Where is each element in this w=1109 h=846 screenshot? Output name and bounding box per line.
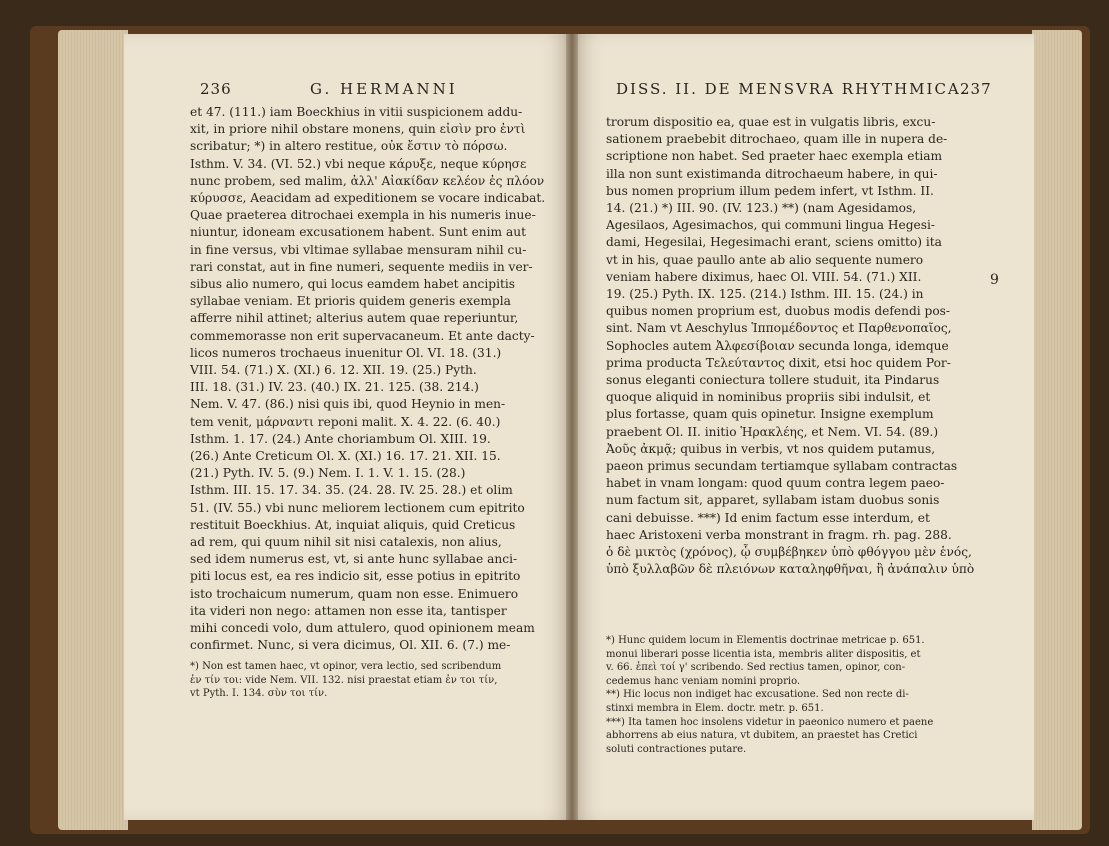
text-line: veniam habere diximus, haec Ol. VIII. 54. (71.) XII. — [606, 269, 922, 284]
text-line: dami, Hegesilai, Hegesimachi erant, sciens omitto) ita — [606, 235, 942, 250]
text-line: tem venit, μάρναντι reponi malit. X. 4. 22. (6. 40.) — [190, 414, 501, 429]
text-line: quibus nomen proprium est, duobus modis defendi pos- — [606, 304, 951, 319]
right-page-number: 237 — [960, 80, 992, 98]
footnote-line: v. 66. ἐπεὶ τοί γ' scribendo. Sed rectius tamen, opinor, con- — [606, 662, 906, 674]
text-line: quoque aliquid in nominibus propriis sibi indulsit, et — [606, 390, 931, 405]
text-line: Sophocles autem Ἀλφεσίβοιαν secunda longa, idemque — [606, 338, 949, 353]
footnote-line: vt Pyth. I. 134. σὺν τοι τίν. — [190, 688, 328, 700]
text-line: haec Aristoxeni verba monstrant in fragm. rh. pag. 288. — [606, 527, 952, 542]
footnote-line: *) Hunc quidem locum in Elementis doctrinae metricae p. 651. — [606, 635, 925, 646]
text-line: 19. (25.) Pyth. IX. 125. (214.) Isthm. III. 15. (24.) in — [606, 287, 924, 302]
text-line: sed idem numerus est, vt, si ante hunc syllabae anci- — [190, 552, 518, 567]
text-line: praebent Ol. II. initio Ἡρακλέης, et Nem. VI. 54. (89.) — [606, 424, 939, 439]
text-line: sibus alio numero, qui locus eamdem habet ancipitis — [190, 277, 516, 292]
footnote-line: ***) Ita tamen hoc insolens videtur in paeonico numero et paene — [606, 716, 934, 728]
right-page — [572, 34, 1034, 820]
text-line: nunc probem, sed malim, ἀλλ' Αἰακίδαν κελέον ἐς πλόον — [190, 173, 545, 188]
text-line: Nem. V. 47. (86.) nisi quis ibi, quod Heynio in men- — [190, 397, 506, 412]
text-line: (21.) Pyth. IV. 5. (9.) Nem. I. 1. V. 1. 15. (28.) — [190, 466, 466, 481]
footnote-line: monui liberari posse licentia ista, membris aliter dispositis, et — [606, 648, 921, 660]
footnote-line: abhorrens ab eius natura, vt dubitem, an praestet has Cretici — [606, 730, 918, 742]
footnote-line: ἐν τίν τοι: vide Nem. VII. 132. nisi praestat etiam ἐν τοι τίν, — [190, 674, 498, 686]
text-line: ita videri non nego: attamen non esse ita, tantisper — [190, 603, 507, 618]
text-line: sationem praebebit ditrochaeo, quam ille in nupera de- — [606, 132, 948, 147]
footnote-line: soluti contractiones putare. — [606, 743, 747, 755]
gutter — [566, 34, 578, 820]
text-line: ὑπὸ ξυλλαβῶν δὲ πλειόνων καταληφθῆναι, ἢ ἀνάπαλιν ὑπὸ — [606, 562, 975, 577]
text-line: piti locus est, ea res indicio sit, esse potius in epitrito — [190, 569, 521, 584]
text-line: syllabae veniam. Et prioris quidem generis exempla — [190, 294, 511, 309]
text-line: 14. (21.) *) III. 90. (IV. 123.) **) (nam Agesidamos, — [606, 201, 917, 216]
footnote-line: cedemus hanc veniam nomini proprio. — [606, 675, 801, 687]
text-line: sonus eleganti coniectura tollere studuit, ita Pindarus — [606, 373, 940, 388]
text-line: 51. (IV. 55.) vbi nunc meliorem lectionem cum epitrito — [190, 500, 525, 515]
left-footnotes — [190, 660, 552, 701]
text-line: scriptione non habet. Sed praeter haec exempla etiam — [606, 149, 943, 164]
text-line: num factum sit, apparet, syllabam istam duobus sonis — [606, 493, 940, 508]
left-running-head: G. HERMANNI — [310, 80, 458, 98]
text-line: niuntur, idoneam excusationem habent. Sunt enim aut — [190, 225, 526, 240]
text-line: trorum dispositio ea, quae est in vulgatis libris, excu- — [606, 115, 936, 129]
text-line: prima producta Τελεύταντος dixit, etsi hoc quidem Por- — [606, 355, 951, 370]
text-line: (26.) Ante Creticum Ol. X. (XI.) 16. 17. 21. XII. 15. — [190, 449, 501, 464]
text-line: confirmet. Nunc, si vera dicimus, Ol. XII. 6. (7.) me- — [190, 638, 511, 653]
text-line: κύρυσσε, Aeacidam ad expeditionem se vocare indicabat. — [190, 191, 546, 206]
text-line: Isthm. V. 34. (VI. 52.) vbi neque κάρυξε, neque κύρησε — [190, 156, 527, 171]
text-line: Isthm. 1. 17. (24.) Ante choriambum Ol. XIII. 19. — [190, 431, 491, 446]
text-line: paeon primus secundam tertiamque syllabam contractas — [606, 459, 958, 474]
text-line: afferre nihil attinet; alterius autem quae reperiuntur, — [190, 311, 519, 326]
text-line: Ἀοῦς ἀκμᾷ; quibus in verbis, vt nos quidem putamus, — [606, 441, 936, 456]
right-body-text — [606, 114, 998, 578]
text-line: rari constat, aut in fine numeri, sequente mediis in ver- — [190, 259, 533, 274]
footnote-line: **) Hic locus non indiget hac excusatione. Sed non recte di- — [606, 689, 909, 701]
text-line: xit, in priore nihil obstare monens, quin εἰσὶν pro ἐντὶ — [190, 122, 526, 137]
text-line: bus nomen proprium illum pedem infert, vt Isthm. II. — [606, 183, 934, 198]
margin-number: 9 — [990, 272, 999, 288]
text-line: in fine versus, vbi vltimae syllabae mensuram nihil cu- — [190, 242, 527, 257]
text-line: isto trochaicum numerum, quam non esse. Enimuero — [190, 586, 519, 601]
text-line: sint. Nam vt Aeschylus Ἱππομέδοντος et Παρθενοπαῖος, — [606, 321, 952, 336]
text-line: Agesilaos, Agesimachos, qui communi lingua Hegesi- — [606, 218, 936, 233]
text-line: scribatur; *) in altero restitue, οὐκ ἔστιν τὸ πόρσω. — [190, 139, 508, 154]
text-line: ὁ δὲ μικτὸς (χρόνος), ᾧ συμβέβηκεν ὑπὸ φθόγγου μὲν ἑνός, — [606, 545, 972, 560]
right-footnotes — [606, 634, 998, 756]
text-line: plus fortasse, quam quis opinetur. Insigne exemplum — [606, 407, 934, 422]
text-line: III. 18. (31.) IV. 23. (40.) IX. 21. 125. (38. 214.) — [190, 380, 479, 395]
text-line: cani debuisse. ***) Id enim factum esse interdum, et — [606, 510, 930, 525]
text-line: illa non sunt existimanda ditrochaeum habere, in qui- — [606, 166, 938, 181]
footnote-line: stinxi membra in Elem. doctr. metr. p. 651. — [606, 702, 824, 714]
text-line: Isthm. III. 15. 17. 34. 35. (24. 28. IV. 25. 28.) et olim — [190, 483, 513, 498]
left-body-text — [190, 104, 552, 655]
right-running-head: DISS. II. DE MENSVRA RHYTHMICA. — [616, 80, 968, 98]
text-line: VIII. 54. (71.) X. (XI.) 6. 12. XII. 19. (25.) Pyth. — [190, 363, 477, 378]
text-line: ad rem, qui quum nihil sit nisi catalexis, non alius, — [190, 535, 502, 550]
text-line: restituit Boeckhius. At, inquiat aliquis, quid Creticus — [190, 517, 516, 532]
right-page-edges — [1032, 30, 1082, 830]
text-line: habet in vnam longam: quod quum contra legem paeo- — [606, 476, 945, 491]
text-line: mihi concedi volo, dum attulero, quod opinionem meam — [190, 621, 535, 636]
text-line: Quae praeterea ditrochaei exempla in his numeris inue- — [190, 208, 536, 223]
text-line: licos numeros trochaeus inuenitur Ol. VI. 18. (31.) — [190, 345, 502, 360]
left-page — [124, 34, 572, 820]
left-page-edges — [58, 30, 128, 830]
left-page-number: 236 — [200, 80, 232, 98]
text-line: commemorasse non erit supervacaneum. Et ante dacty- — [190, 328, 535, 343]
text-line: vt in his, quae paullo ante ab alio sequente numero — [606, 252, 924, 267]
footnote-line: *) Non est tamen haec, vt opinor, vera lectio, sed scribendum — [190, 661, 502, 672]
text-line: et 47. (111.) iam Boeckhius in vitii suspicionem addu- — [190, 105, 523, 119]
